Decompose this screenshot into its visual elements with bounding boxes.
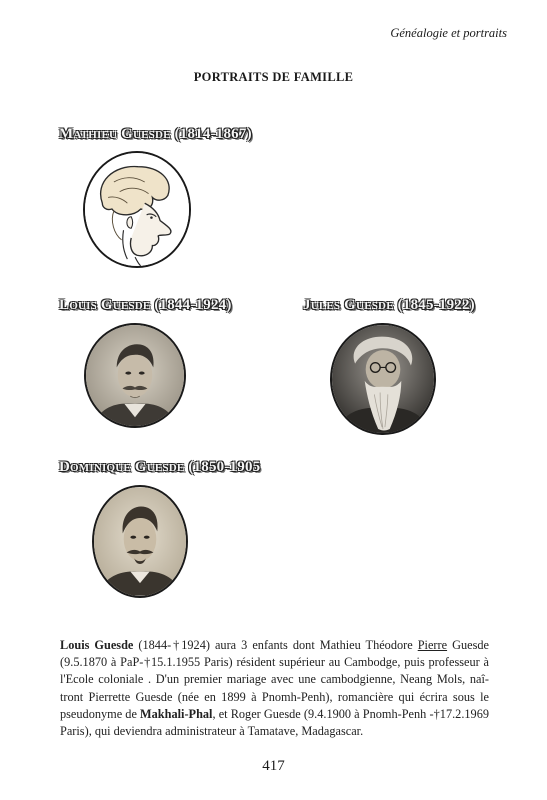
portrait-louis-photo bbox=[84, 323, 186, 428]
bio-text-2: , et Roger Guesde (9.4.1900 à Pnomh-Penh -†17.2.1969 Paris), qui deviendra administrateur à Tamatave, Madagascar. bbox=[60, 706, 489, 739]
portrait-dominique-photo bbox=[92, 485, 188, 598]
bio-paragraph bbox=[60, 637, 489, 740]
portrait-caption-louis: Louis Guesde (1844-1924) bbox=[59, 297, 232, 313]
bio-underlined-name: Pierre bbox=[417, 638, 448, 652]
page-title: PORTRAITS DE FAMILLE bbox=[193, 70, 354, 84]
page-number: 417 bbox=[262, 758, 285, 774]
portrait-mathieu-caricature bbox=[83, 151, 191, 268]
portrait-caption-dominique: Dominique Guesde (1850-1905 bbox=[59, 459, 261, 475]
portrait-caption-jules: Jules Guesde (1845-1922) bbox=[303, 297, 475, 313]
portrait-jules-photo bbox=[330, 323, 436, 435]
bio-dates: (1844-†1924) aura 3 enfants dont Mathieu Théodore bbox=[133, 638, 418, 652]
bio-subject-name: Louis Guesde bbox=[60, 638, 134, 652]
running-head: Généalogie et portraits bbox=[390, 26, 507, 40]
bio-pseudonym: Makhali-Phal bbox=[140, 706, 213, 721]
bio-text-1: Guesde (9.5.1870 à PaP-†15.1.1955 Paris) résident supérieur au Cambodge, puis professeur à l'Ecole coloniale . D'un premier mariage avec une cambodgienne, Neang Mols, naî-tront Pierrette Guesde (née en 1899 à Pnomh-Penh), romancière qui écrira sous le pseudonyme de bbox=[60, 638, 489, 721]
portrait-caption-mathieu: Mathieu Guesde (1814-1867) bbox=[59, 126, 252, 142]
